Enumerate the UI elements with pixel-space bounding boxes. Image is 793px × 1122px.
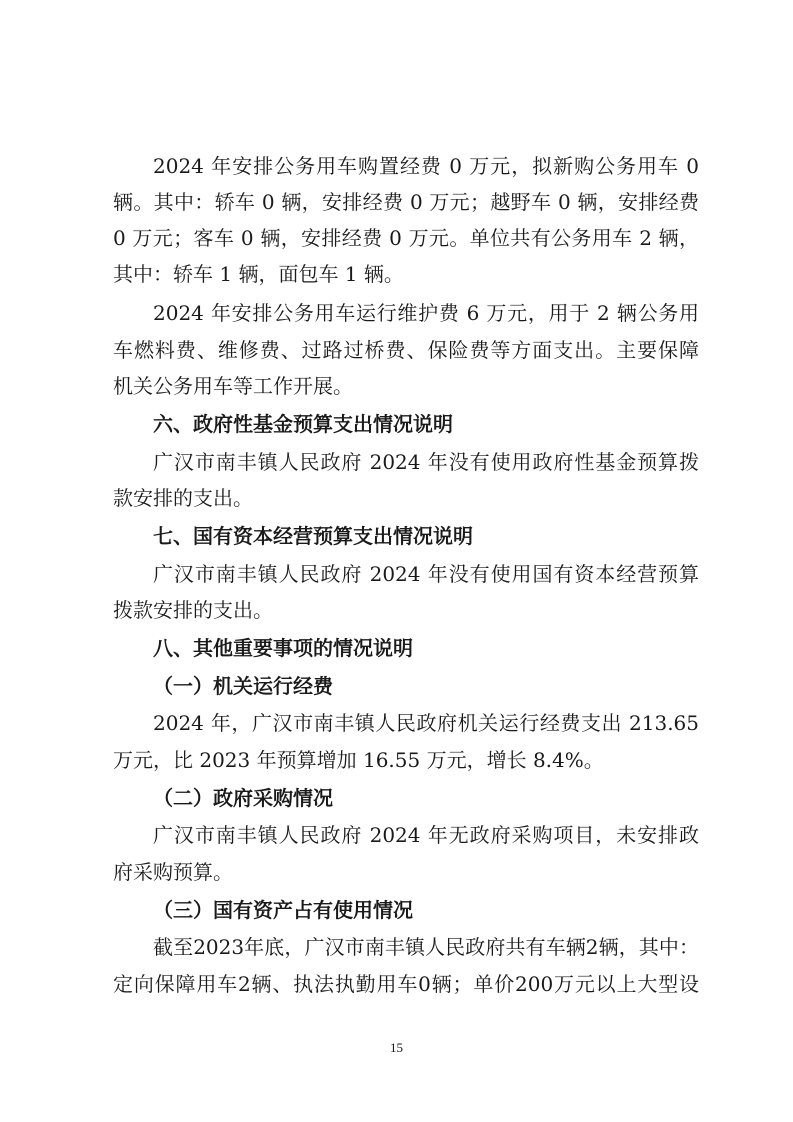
paragraph-vehicle-maintenance-line-1: 2024 年安排公务用车运行维护费 6 万元，用于 2 辆公务用 — [153, 301, 699, 325]
paragraph-procurement-line-2: 府采购预算。 — [113, 860, 233, 884]
section-7-heading: 七、国有资本经营预算支出情况说明 — [153, 524, 473, 548]
paragraph-vehicle-purchase-line-3: 0 万元；客车 0 辆，安排经费 0 万元。单位共有公务用车 2 辆， — [113, 226, 699, 250]
subsection-2-heading: （二）政府采购情况 — [153, 786, 333, 810]
paragraph-vehicle-purchase-line-1: 2024 年安排公务用车购置经费 0 万元，拟新购公务用车 0 — [153, 154, 699, 178]
paragraph-vehicle-maintenance-line-2: 车燃料费、维修费、过路过桥费、保险费等方面支出。主要保障 — [113, 338, 699, 362]
section-8-heading: 八、其他重要事项的情况说明 — [153, 636, 413, 660]
subsection-1-heading: （一）机关运行经费 — [153, 674, 333, 698]
paragraph-vehicle-purchase-line-2: 辆。其中：轿车 0 辆，安排经费 0 万元；越野车 0 辆，安排经费 — [113, 190, 699, 214]
paragraph-gov-fund-line-2: 款安排的支出。 — [113, 486, 253, 510]
paragraph-assets-line-1: 截至2023年底，广汉市南丰镇人民政府共有车辆2辆，其中： — [153, 935, 699, 959]
paragraph-gov-fund-line-1: 广汉市南丰镇人民政府 2024 年没有使用政府性基金预算拨 — [153, 450, 699, 474]
subsection-3-heading: （三）国有资产占有使用情况 — [153, 898, 413, 922]
paragraph-vehicle-purchase-line-4: 其中：轿车 1 辆，面包车 1 辆。 — [113, 262, 404, 286]
page-number: 15 — [390, 1040, 403, 1055]
paragraph-operating-cost-line-2: 万元，比 2023 年预算增加 16.55 万元，增长 8.4%。 — [113, 748, 604, 772]
paragraph-state-capital-line-1: 广汉市南丰镇人民政府 2024 年没有使用国有资本经营预算 — [153, 562, 699, 586]
paragraph-procurement-line-1: 广汉市南丰镇人民政府 2024 年无政府采购项目，未安排政 — [153, 823, 699, 847]
paragraph-vehicle-maintenance-line-3: 机关公务用车等工作开展。 — [113, 374, 353, 398]
section-6-heading: 六、政府性基金预算支出情况说明 — [153, 412, 453, 436]
paragraph-state-capital-line-2: 拨款安排的支出。 — [113, 598, 273, 622]
paragraph-operating-cost-line-1: 2024 年，广汉市南丰镇人民政府机关运行经费支出 213.65 — [153, 711, 699, 735]
paragraph-assets-line-2: 定向保障用车2辆、执法执勤用车0辆；单价200万元以上大型设 — [113, 972, 699, 996]
